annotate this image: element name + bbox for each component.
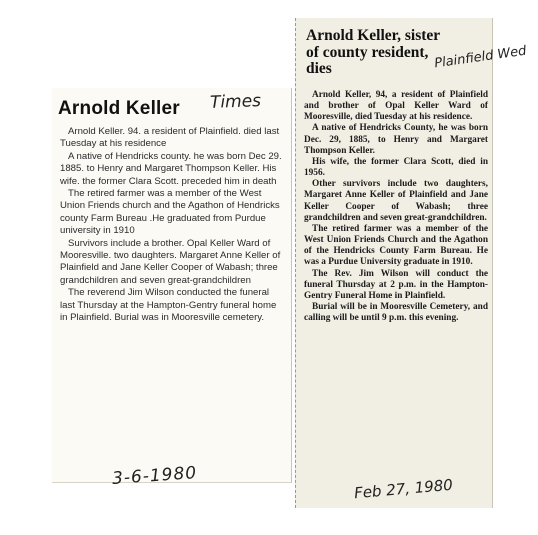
left-handwritten-source: Times bbox=[209, 91, 262, 113]
right-paragraph: A native of Hendricks County, he was born Dec. 29, 1885, to Henry and Margaret Thompson Keller. bbox=[304, 123, 488, 156]
right-article-body bbox=[304, 90, 488, 324]
right-paragraph: Other survivors include two daughters, Margaret Anne Keller of Plainfield and Jane Keller Cooper of Wabash; three grandchildren and seven great-grandchildren. bbox=[304, 179, 488, 223]
right-paragraph: The Rev. Jim Wilson will conduct the funeral Thursday at 2 p.m. in the Hampton-Gentry Funeral Home in Plainfield. bbox=[304, 268, 488, 301]
left-paragraph: Arnold Keller. 94. a resident of Plainfield. died last Tuesday at his residence bbox=[60, 126, 280, 150]
left-headline: Arnold Keller bbox=[58, 98, 180, 119]
left-paragraph: The retired farmer was a member of the West Union Friends church and the Agathon of Hendricks county Farm Bureau .He graduated from Purdue university in 1910 bbox=[60, 188, 280, 237]
right-paragraph: The retired farmer was a member of the West Union Friends Church and the Agathon of the Hendricks County Farm Bureau. He was a Purdue University graduate in 1910. bbox=[304, 223, 488, 268]
right-handwritten-note: Plainfield Wed bbox=[433, 43, 528, 72]
left-paragraph: Survivors include a brother. Opal Keller Ward of Mooresville. two daughters. Margaret Anne Keller of Plainfield and Jane Keller Cooper of Wabash; three grandchildren and seven great-grandchildren bbox=[60, 237, 281, 286]
right-headline: Arnold Keller, sister of county resident, dies bbox=[306, 27, 440, 77]
right-paragraph: His wife, the former Clara Scott, died in 1956. bbox=[304, 156, 488, 179]
left-paragraph: A native of Hendricks county. he was born Dec 29. 1885. to Henry and Margaret Thompson Keller. His wife. the former Clara Scott. preceded him in death bbox=[60, 150, 282, 187]
right-obituary-clipping bbox=[295, 18, 528, 508]
right-paragraph: Arnold Keller, 94, a resident of Plainfield and brother of Opal Keller Ward of Mooresville, died Tuesday at his residence. bbox=[304, 90, 488, 123]
left-obituary-clipping bbox=[52, 88, 292, 489]
right-paragraph: Burial will be in Mooresville Cemetery, and calling will be until 9 p.m. this evening. bbox=[304, 301, 488, 324]
left-paragraph: The reverend Jim Wilson conducted the funeral last Thursday at the Hampton-Gentry funeral home in Plainfield. Burial was in Mooresville cemetery. bbox=[60, 287, 277, 324]
left-article-body bbox=[60, 126, 286, 325]
left-handwritten-date: 3-6-1980 bbox=[111, 463, 198, 489]
right-handwritten-date: Feb 27, 1980 bbox=[353, 475, 454, 503]
